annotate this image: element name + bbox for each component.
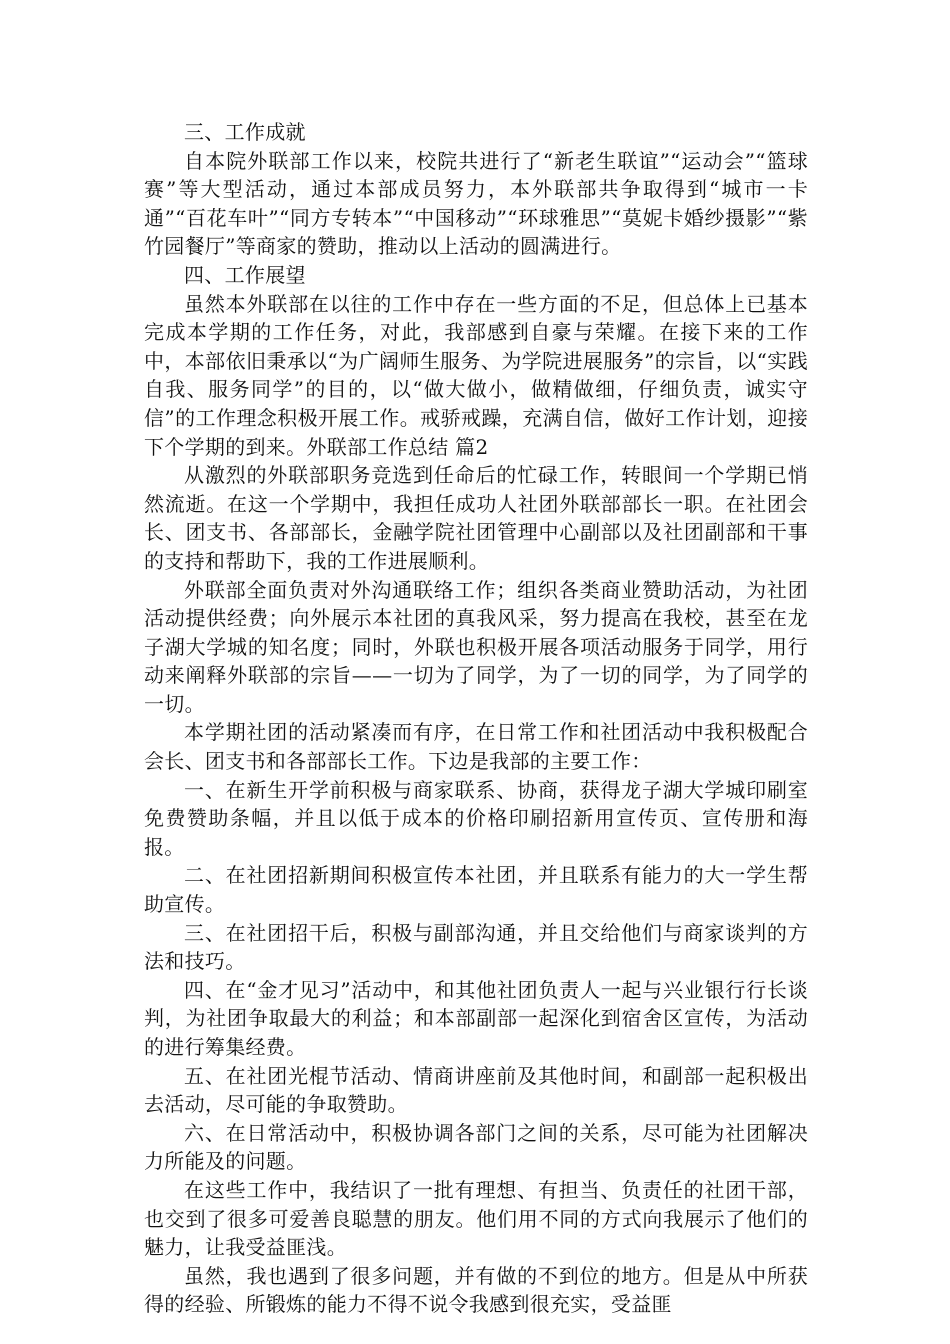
paragraph: 虽然本外联部在以往的工作中存在一些方面的不足，但总体上已基本完成本学期的工作任务，对此，我部感到自豪与荣耀。在接下来的工作中，本部依旧秉承以“为广阔师生服务、为学院进展服务”的宗旨，以“实践自我、服务同学”的目的，以“做大做小，做精做细，仔细负责，诚实守信”的工作理念积极开展工作。戒骄戒躁，充满自信，做好工作计划，迎接下个学期的到来。外联部工作总结 篇2	[144, 291, 808, 459]
paragraph: 在这些工作中，我结识了一批有理想、有担当、负责任的社团干部，也交到了很多可爱善良聪慧的朋友。他们用不同的方式向我展示了他们的魅力，让我受益匪浅。	[144, 1177, 808, 1260]
section-heading-achievements: 三、工作成就	[184, 120, 306, 144]
list-item: 六、在日常活动中，积极协调各部门之间的关系，尽可能为社团解决力所能及的问题。	[144, 1120, 808, 1174]
list-item: 五、在社团光棍节活动、情商讲座前及其他时间，和副部一起积极出去活动，尽可能的争取赞助。	[144, 1063, 808, 1117]
list-item: 四、在“金才见习”活动中，和其他社团负责人一起与兴业银行行长谈判，为社团争取最大的利益；和本部副部一起深化到宿舍区宣传，为活动的进行筹集经费。	[144, 977, 808, 1059]
paragraph: 自本院外联部工作以来，校院共进行了“新老生联谊”“运动会”“篮球赛”等大型活动，通过本部成员努力，本外联部共争取得到“城市一卡通”“百花车叶”“同方专转本”“中国移动”“环球雅思”“莫妮卡婚纱摄影”“紫竹园餐厅”等商家的赞助，推动以上活动的圆满进行。	[144, 148, 808, 259]
paragraph: 本学期社团的活动紧凑而有序，在日常工作和社团活动中我积极配合会长、团支书和各部部长工作。下边是我部的主要工作：	[144, 720, 808, 774]
paragraph: 外联部全面负责对外沟通联络工作；组织各类商业赞助活动，为社团活动提供经费；向外展示本社团的真我风采，努力提高在我校，甚至在龙子湖大学城的知名度；同时，外联也积极开展各项活动服务于同学，用行动来阐释外联部的宗旨——一切为了同学，为了一切的同学，为了同学的一切。	[144, 577, 808, 716]
document-body	[144, 118, 808, 1319]
list-item: 三、在社团招干后，积极与副部沟通，并且交给他们与商家谈判的方法和技巧。	[144, 920, 808, 974]
section-heading-outlook: 四、工作展望	[184, 262, 306, 287]
paragraph: 虽然，我也遇到了很多问题，并有做的不到位的地方。但是从中所获得的经验、所锻炼的能力不得不说令我感到很充实，受益匪	[144, 1263, 808, 1317]
paragraph: 从激烈的外联部职务竞选到任命后的忙碌工作，转眼间一个学期已悄然流逝。在这一个学期中，我担任成功人社团外联部部长一职。在社团会长、团支书、各部部长，金融学院社团管理中心副部以及社团副部和干事的支持和帮助下，我的工作进展顺利。	[144, 463, 808, 573]
list-item: 二、在社团招新期间积极宣传本社团，并且联系有能力的大一学生帮助宣传。	[144, 863, 808, 917]
list-item: 一、在新生开学前积极与商家联系、协商，获得龙子湖大学城印刷室免费赞助条幅，并且以低于成本的价格印刷招新用宣传页、宣传册和海报。	[144, 777, 808, 859]
